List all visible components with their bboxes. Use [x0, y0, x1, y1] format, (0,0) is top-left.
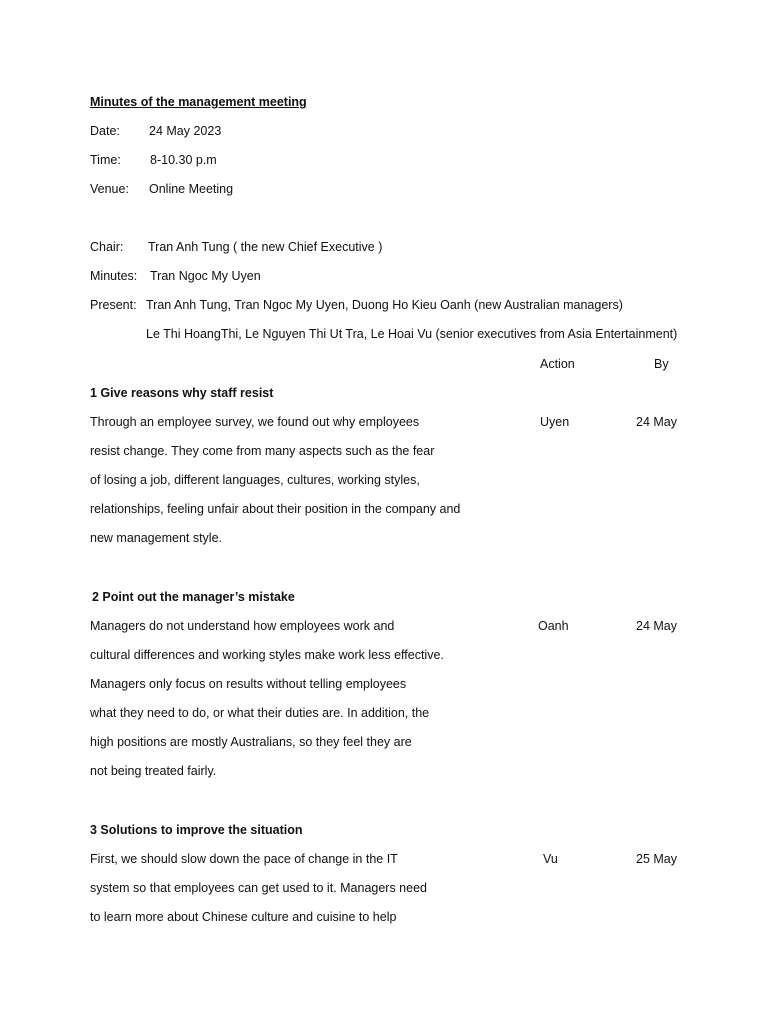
item-by: 25 May	[636, 852, 677, 866]
item-line: Through an employee survey, we found out why employees	[90, 415, 420, 429]
item-line: Managers do not understand how employees work and	[90, 619, 395, 633]
item-by: 24 May	[636, 619, 677, 633]
present-label: Present:	[90, 298, 137, 312]
item-heading: 3 Solutions to improve the situation	[90, 823, 303, 837]
item-line: cultural differences and working styles make work less effective.	[90, 648, 444, 662]
item-line: of losing a job, different languages, cultures, working styles,	[90, 473, 420, 487]
document-title: Minutes of the management meeting	[90, 95, 307, 109]
item-line: what they need to do, or what their duties are. In addition, the	[90, 706, 430, 720]
time-label: Time:	[90, 153, 121, 167]
chair-value: Tran Anh Tung ( the new Chief Executive )	[148, 240, 383, 254]
item-line: relationships, feeling unfair about their position in the company and	[90, 502, 461, 516]
present-line: Tran Anh Tung, Tran Ngoc My Uyen, Duong Ho Kieu Oanh (new Australian managers)	[146, 298, 623, 312]
item-line: First, we should slow down the pace of change in the IT	[90, 852, 398, 866]
by-column-header: By	[654, 357, 669, 371]
date-value: 24 May 2023	[149, 124, 222, 138]
item-line: to learn more about Chinese culture and cuisine to help	[90, 910, 397, 924]
item-line: Managers only focus on results without telling employees	[90, 677, 407, 691]
item-heading: 2 Point out the manager’s mistake	[92, 590, 295, 604]
time-value: 8-10.30 p.m	[150, 153, 217, 167]
item-action: Oanh	[538, 619, 569, 633]
item-line: not being treated fairly.	[90, 764, 217, 778]
minutes-value: Tran Ngoc My Uyen	[150, 269, 261, 283]
item-line: resist change. They come from many aspects such as the fear	[90, 444, 435, 458]
item-line: new management style.	[90, 531, 223, 545]
date-label: Date:	[90, 124, 120, 138]
item-line: high positions are mostly Australians, so they feel they are	[90, 735, 412, 749]
item-heading: 1 Give reasons why staff resist	[90, 386, 274, 400]
venue-value: Online Meeting	[149, 182, 234, 196]
item-action: Uyen	[540, 415, 570, 429]
present-line: Le Thi HoangThi, Le Nguyen Thi Ut Tra, Le Hoai Vu (senior executives from Asia Entertainment)	[146, 327, 678, 341]
item-by: 24 May	[636, 415, 677, 429]
venue-label: Venue:	[90, 182, 129, 196]
item-action: Vu	[543, 852, 558, 866]
action-column-header: Action	[540, 357, 575, 371]
minutes-label: Minutes:	[90, 269, 138, 283]
chair-label: Chair:	[90, 240, 124, 254]
item-line: system so that employees can get used to it. Managers need	[90, 881, 427, 895]
